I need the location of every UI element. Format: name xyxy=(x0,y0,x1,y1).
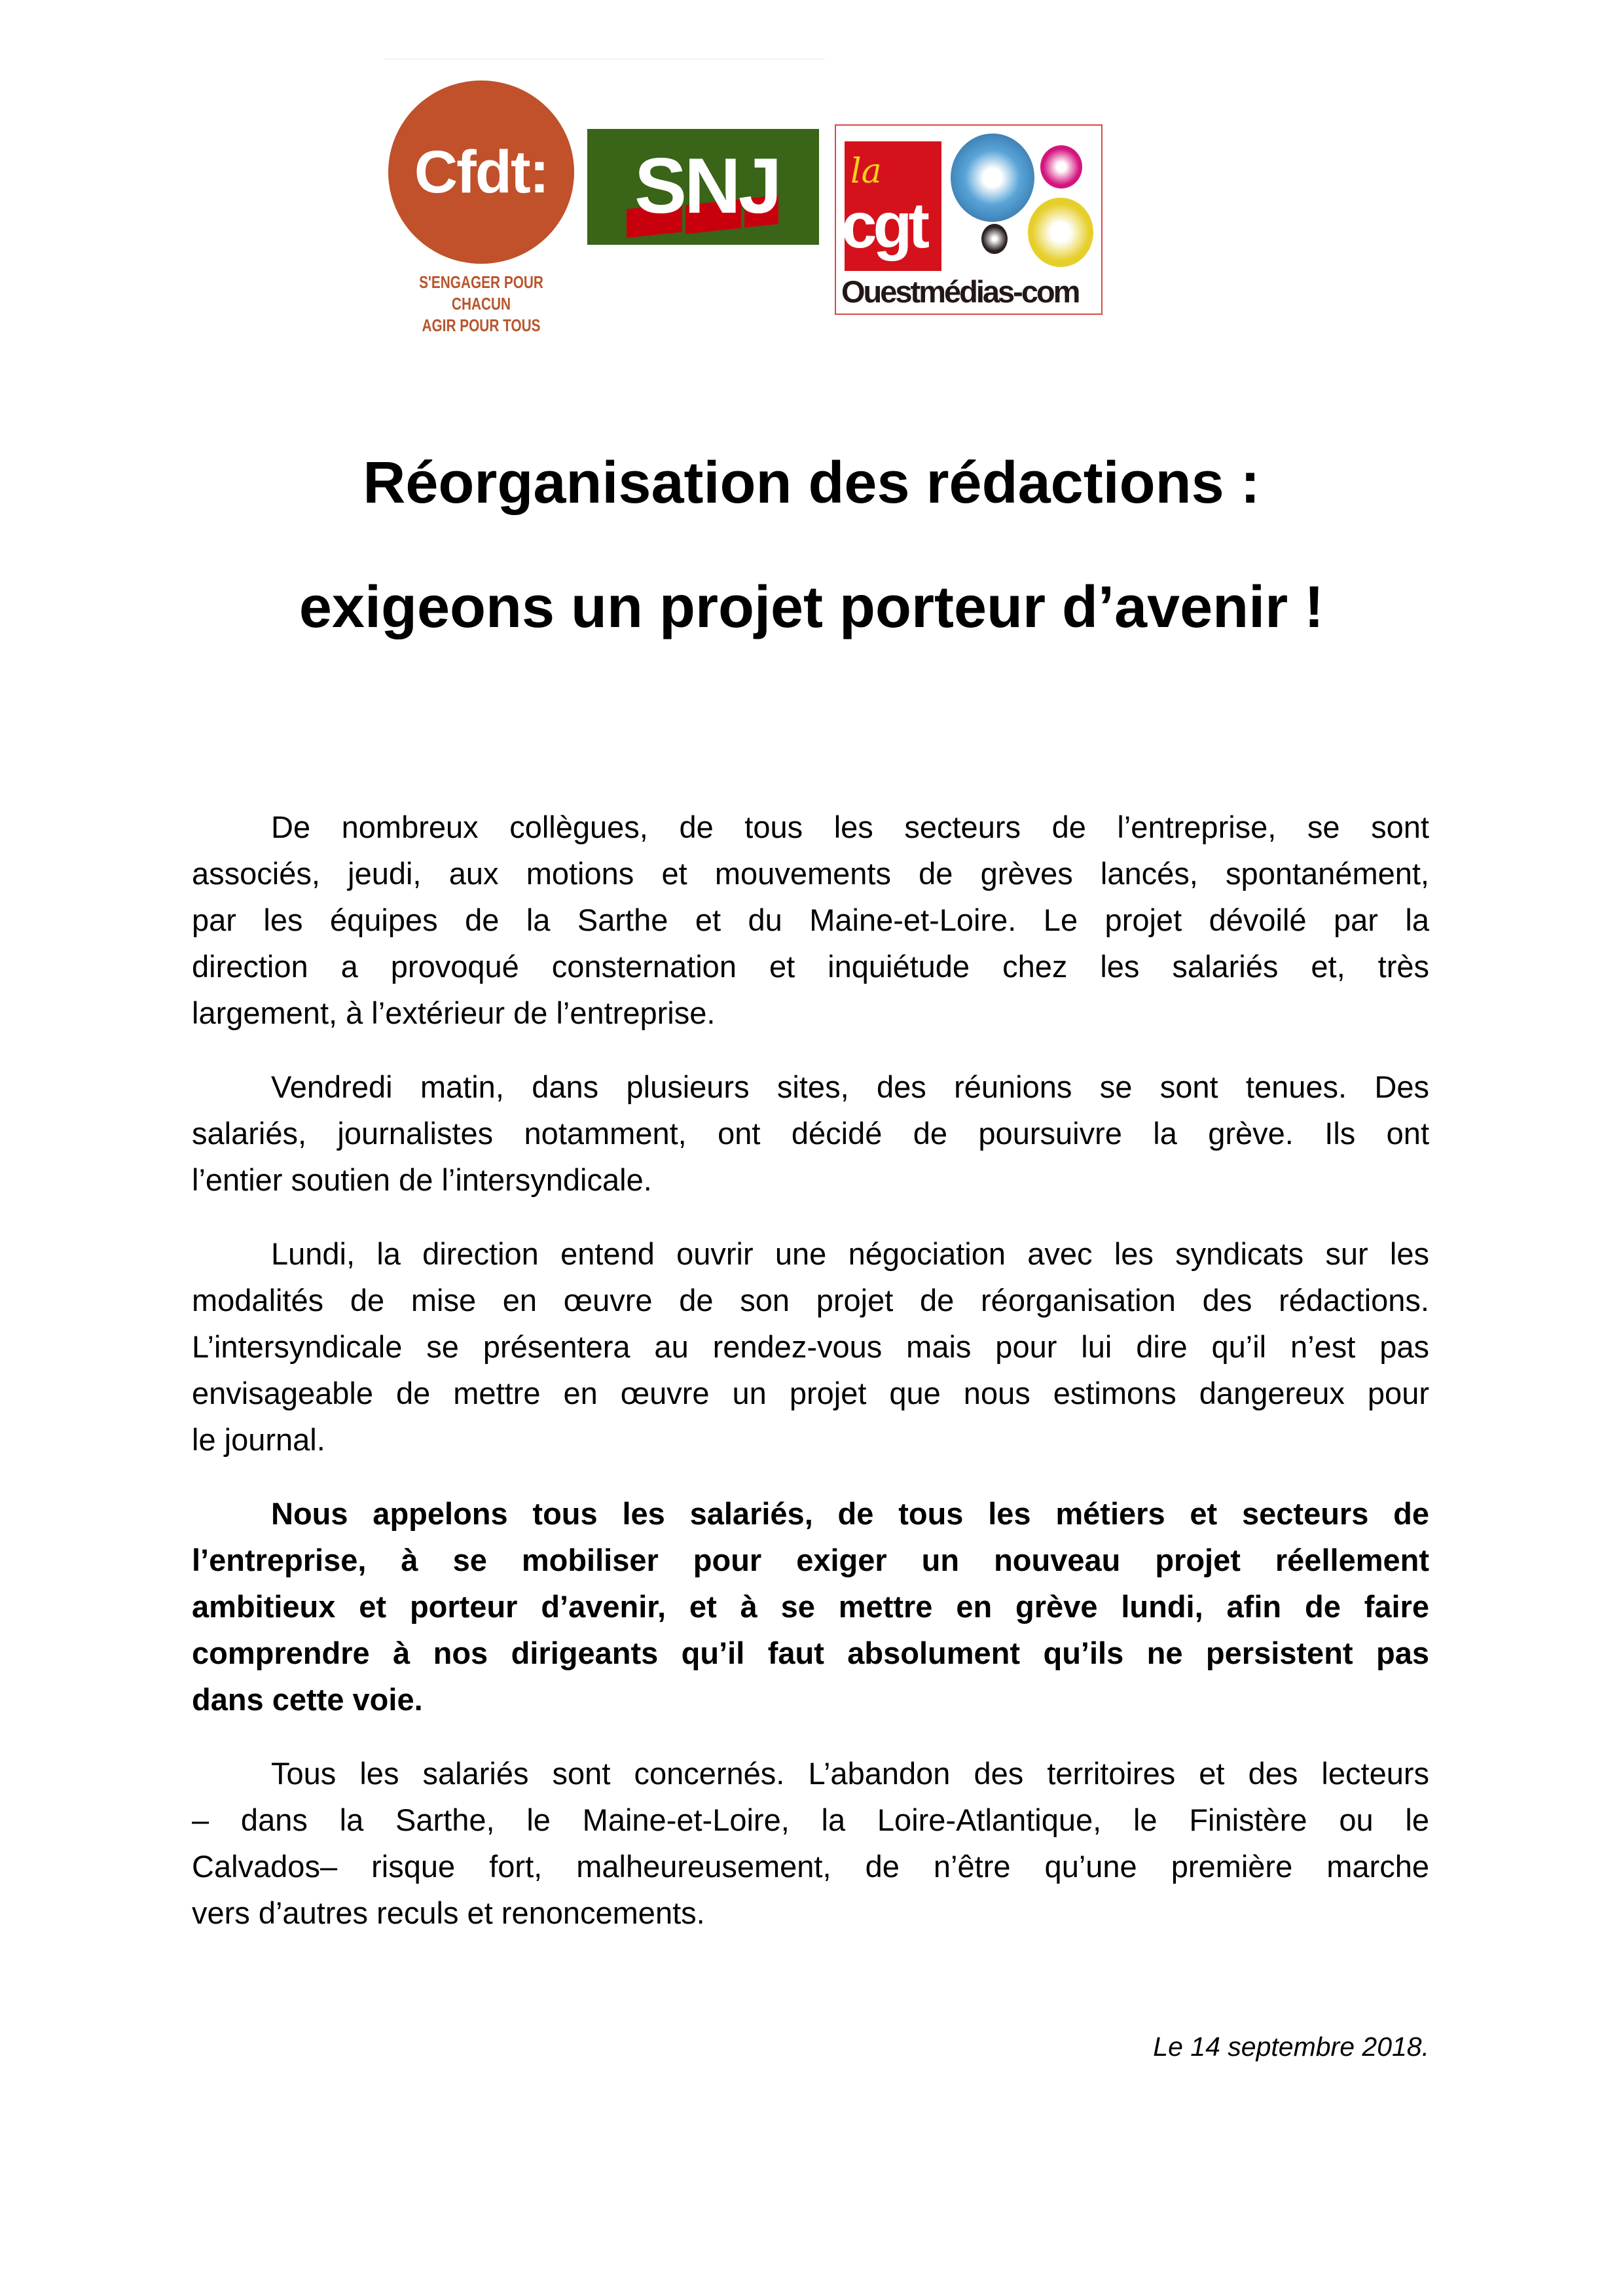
cfdt-tagline-2: AGIR POUR TOUS xyxy=(422,315,541,335)
paragraph-line: l’entreprise, à se mobiliser pour exiger un nouveau projet réellement xyxy=(192,1543,1429,1577)
paragraph-line: L’intersyndicale se présentera au rendez-vous mais pour lui dire qu’il n’est pas xyxy=(192,1329,1429,1364)
paragraph-line: Nous appelons tous les salariés, de tous les métiers et secteurs de xyxy=(271,1496,1429,1531)
magenta-circle-icon xyxy=(1040,145,1082,188)
document-body xyxy=(192,804,1429,1964)
paragraph-line: associés, jeudi, aux motions et mouvements de grèves lancés, spontanément, xyxy=(192,856,1429,891)
paragraph-line: l’entier soutien de l’intersyndicale. xyxy=(192,1162,652,1197)
cgt-la-text: la xyxy=(850,152,882,191)
cfdt-logo-text: Cfdt: xyxy=(414,138,549,206)
header-divider xyxy=(385,58,825,60)
paragraph-line: Calvados– risque fort, malheureusement, de n’être qu’une première marche xyxy=(192,1849,1429,1884)
paragraph-line: – dans la Sarthe, le Maine-et-Loire, la Loire-Atlantique, le Finistère ou le xyxy=(192,1803,1429,1837)
paragraph-line: direction a provoqué consternation et inquiétude chez les salariés et, très xyxy=(192,949,1429,984)
snj-logo-text: SNJ xyxy=(634,142,780,230)
cfdt-logo xyxy=(388,81,574,264)
paragraph-line: De nombreux collègues, de tous les secteurs de l’entreprise, se sont xyxy=(271,810,1429,844)
blue-circle-icon xyxy=(951,134,1034,222)
paragraph-line: vers d’autres reculs et renoncements. xyxy=(192,1895,705,1930)
cgt-text: cgt xyxy=(841,189,926,261)
cfdt-tagline xyxy=(407,272,555,336)
paragraph-line: ambitieux et porteur d’avenir, et à se mettre en grève lundi, afin de faire xyxy=(192,1589,1429,1624)
paragraph xyxy=(192,1064,1429,1203)
paragraph-line: salariés, journalistes notamment, ont décidé de poursuivre la grève. Ils ont xyxy=(192,1116,1429,1151)
paragraph-line: le journal. xyxy=(192,1422,325,1457)
paragraph xyxy=(192,1230,1429,1463)
paragraph-line: largement, à l’extérieur de l’entreprise. xyxy=(192,996,716,1030)
paragraph-line: envisageable de mettre en œuvre un projet que nous estimons dangereux pour xyxy=(192,1376,1429,1410)
title-line-2: exigeons un projet porteur d’avenir ! xyxy=(299,575,1324,640)
paragraph-line: modalités de mise en œuvre de son projet de réorganisation des rédactions. xyxy=(192,1283,1429,1318)
date: Le 14 septembre 2018. xyxy=(1153,2032,1429,2062)
paragraph xyxy=(192,1750,1429,1936)
paragraph-line: dans cette voie. xyxy=(192,1682,423,1717)
paragraph-line: comprendre à nos dirigeants qu’il faut absolument qu’ils ne persistent pas xyxy=(192,1636,1429,1670)
cgt-logo xyxy=(835,124,1103,315)
title-line-1: Réorganisation des rédactions : xyxy=(363,450,1260,516)
yellow-circle-icon xyxy=(1028,198,1093,267)
paragraph-line: Vendredi matin, dans plusieurs sites, des réunions se sont tenues. Des xyxy=(271,1069,1429,1104)
black-circle-icon xyxy=(981,224,1008,254)
paragraph xyxy=(192,804,1429,1036)
paragraph xyxy=(192,1490,1429,1723)
paragraph-line: par les équipes de la Sarthe et du Maine-et-Loire. Le projet dévoilé par la xyxy=(192,903,1429,937)
cgt-ouestmedias-text: Ouestmédias-com xyxy=(841,274,1079,309)
paragraph-line: Lundi, la direction entend ouvrir une négociation avec les syndicats sur les xyxy=(271,1236,1429,1271)
cfdt-tagline-1: S'ENGAGER POUR CHACUN xyxy=(419,272,543,314)
paragraph-line: Tous les salariés sont concernés. L’abandon des territoires et des lecteurs xyxy=(271,1756,1429,1791)
snj-logo xyxy=(587,129,819,245)
